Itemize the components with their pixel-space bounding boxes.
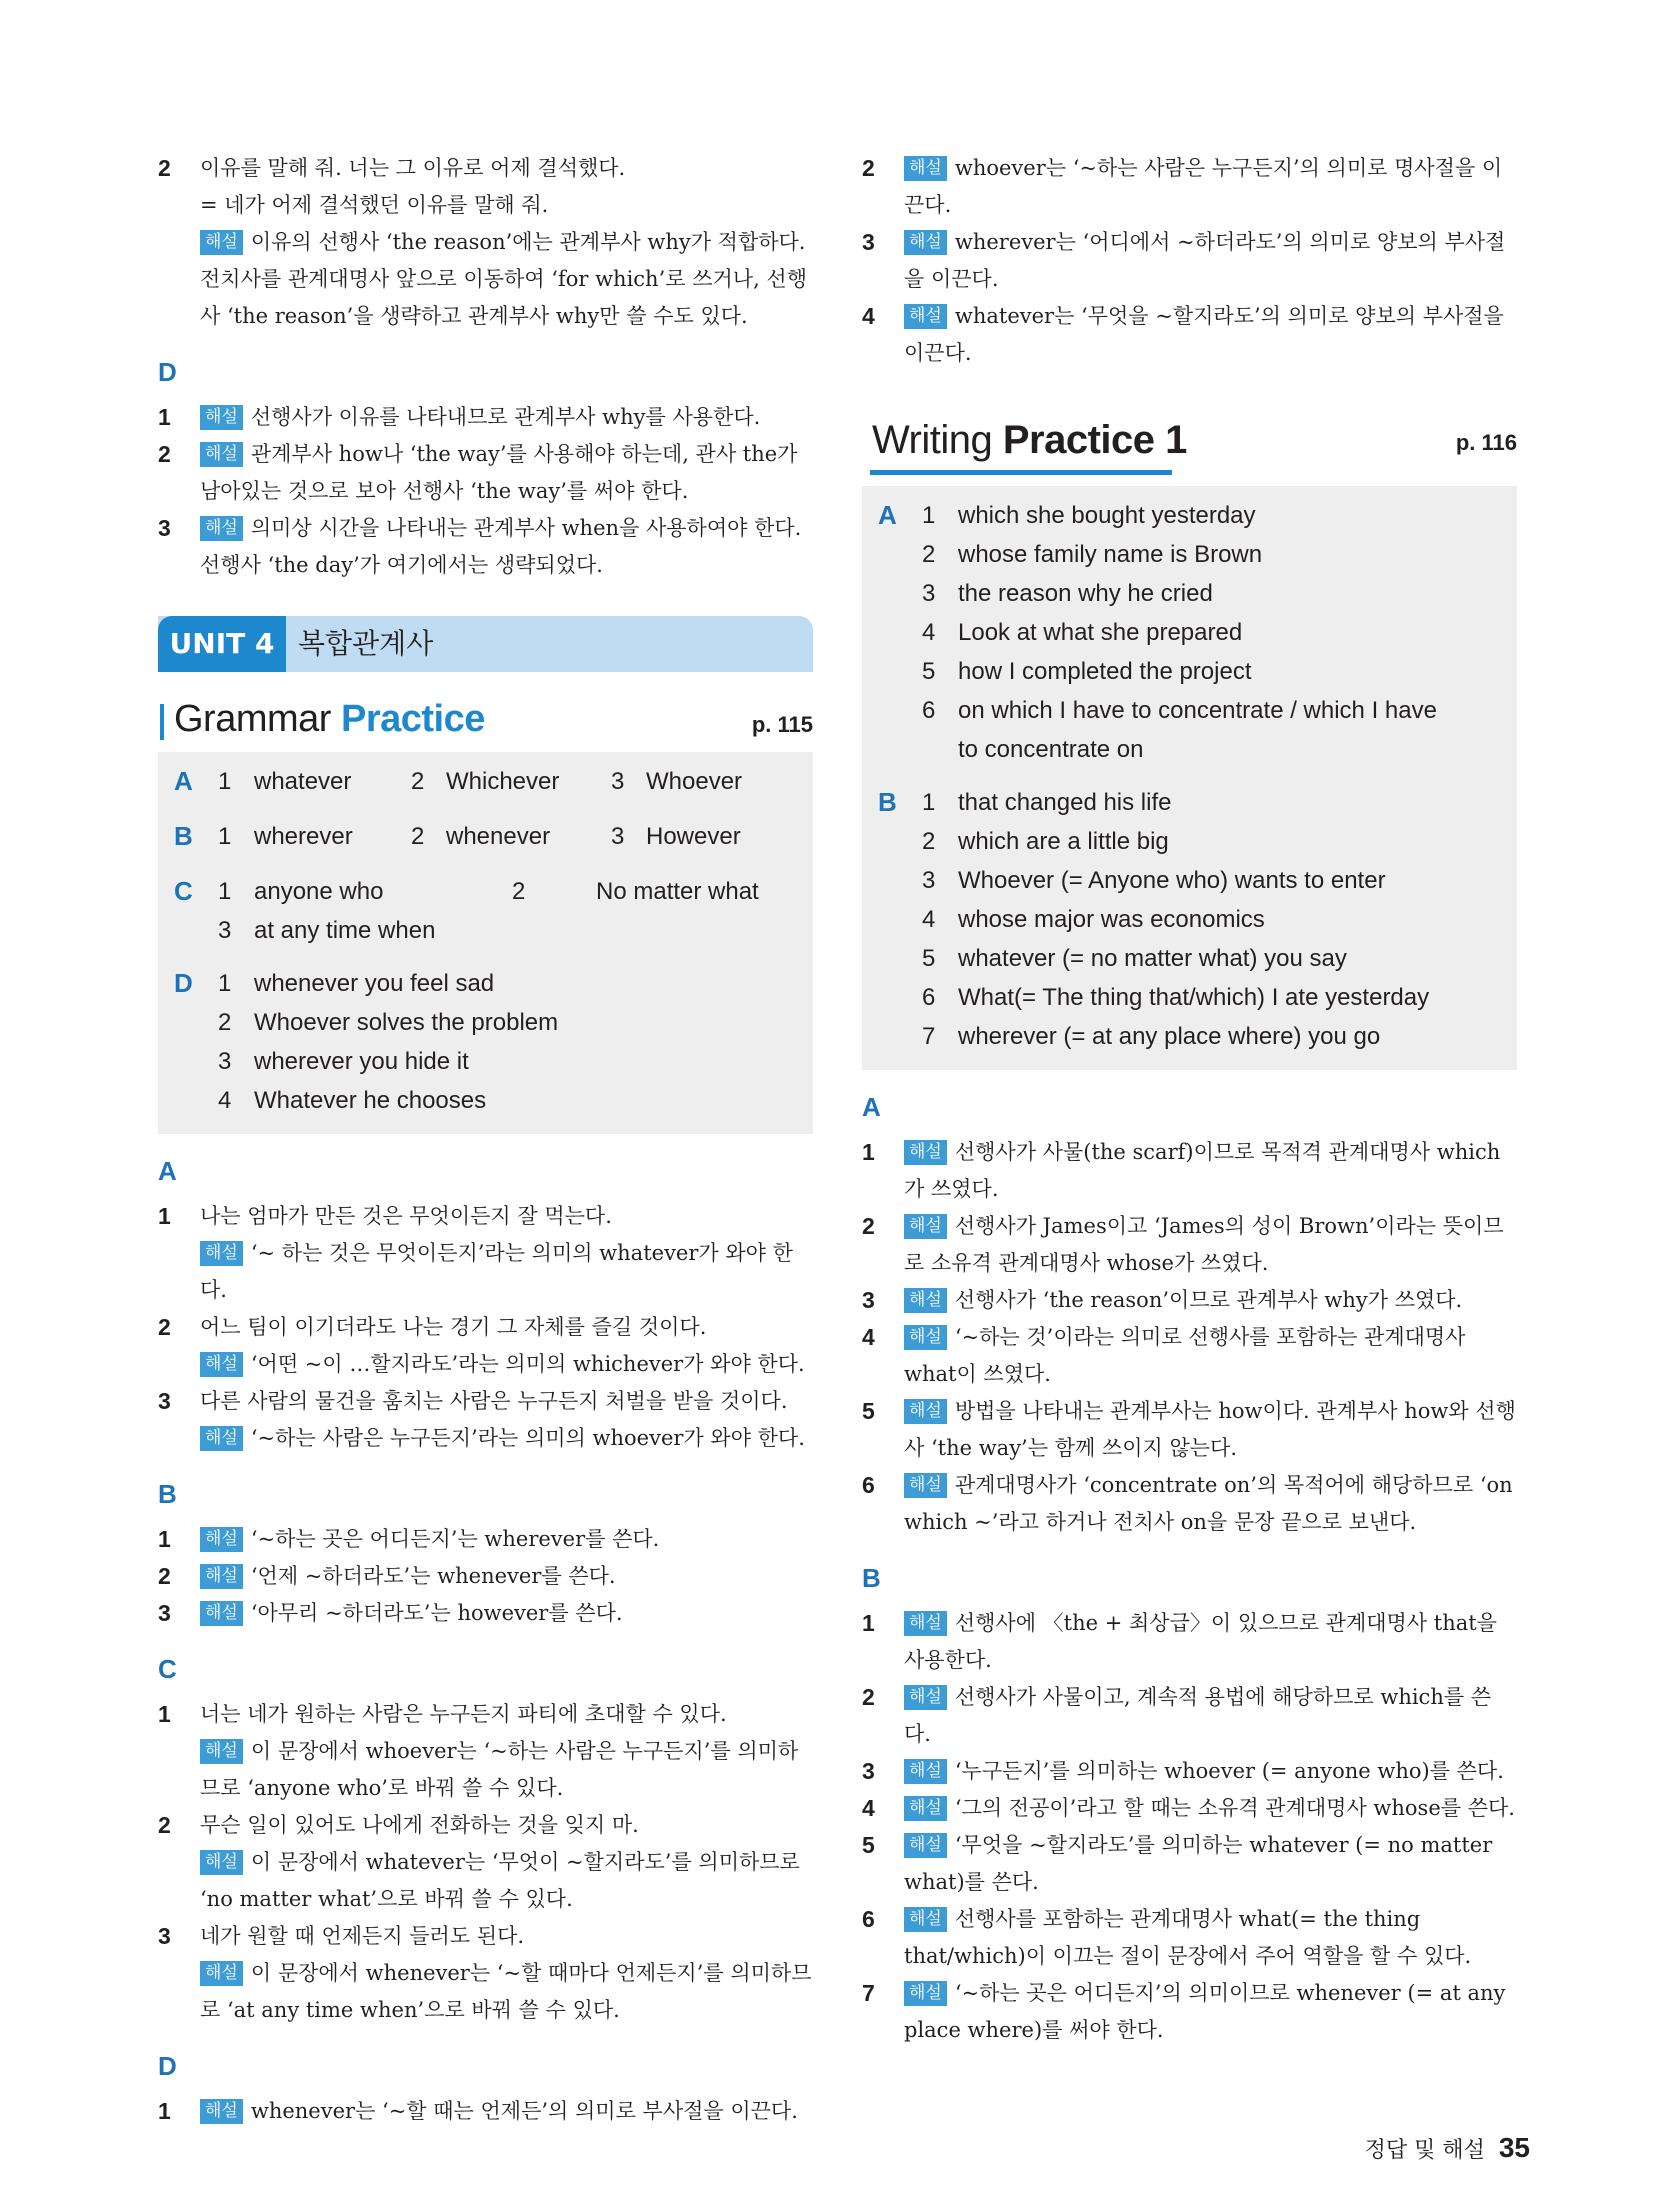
question-sentence: 무슨 일이 있어도 나에게 전화하는 것을 잊지 마.: [200, 1813, 639, 1837]
question-sentence: 어느 팀이 이기더라도 나는 경기 그 자체를 즐길 것이다.: [200, 1315, 707, 1339]
explanation-tag: 해설: [200, 1352, 243, 1377]
answer-item: [158, 510, 813, 584]
answer-text: wherever (= at any place where) you go: [958, 1023, 1381, 1050]
heading-title: Grammar Practice: [174, 698, 485, 740]
answer-text: Whoever solves the problem: [254, 1009, 559, 1036]
explanation-tag: 해설: [904, 230, 947, 255]
answer-item: 3 네가 원할 때 언제든지 들러도 된다. 해설 이 문장에서 whenever는 ‘~할 때마다 언제든지’를 의미하므로 ‘at any time when’으로 바꿔 쓸 수 있다.: [158, 1918, 813, 2029]
section-letter: A: [174, 766, 193, 796]
answer-text: how I completed the project: [958, 658, 1252, 685]
section-letter: B: [174, 821, 193, 851]
explanation-tag: 해설: [904, 156, 947, 181]
section-letter: D: [158, 2051, 177, 2081]
explanation-tag: 해설: [200, 2099, 243, 2124]
answer-text: whatever (= no matter what) you say: [958, 945, 1347, 972]
item-number: 3: [158, 515, 171, 541]
answer-text: at any time when: [254, 917, 436, 944]
explanation-tag: 해설: [200, 1564, 243, 1589]
explanation-text: ‘언제 ~하더라도’는 whenever를 쓴다.: [250, 1564, 616, 1588]
answer-item: 2 해설 선행사가 사물이고, 계속적 용법에 해당하므로 which를 쓴다.: [862, 1684, 1492, 1746]
explanation-tag: 해설: [904, 1140, 947, 1165]
explanation-text: 선행사가 James이고 ‘James의 성이 Brown’이라는 뜻이므로 소유격 관계대명사 whose가 쓰였다.: [904, 1214, 1504, 1275]
answer-text: Whichever: [446, 768, 560, 795]
answer-text: that changed his life: [958, 789, 1172, 816]
explanation-tag: 해설: [904, 1325, 947, 1350]
answer-row-a: A 1 which she bought yesterday: [878, 496, 1501, 535]
explanation-text: ‘~하는 곳은 어디든지’의 의미이므로 whenever (= at any place where)를 써야 한다.: [904, 1981, 1506, 2042]
answer-item: 4 해설 ‘그의 전공이’라고 할 때는 소유격 관계대명사 whose를 쓴다.: [862, 1795, 1515, 1821]
item-number: 2: [158, 155, 171, 181]
explanation-tag: 해설: [200, 405, 243, 430]
answer-text: whose family name is Brown: [958, 541, 1263, 568]
left-column: [158, 150, 813, 2130]
right-column: [862, 150, 1517, 2049]
question-sentence: 나는 엄마가 만든 것은 무엇이든지 잘 먹는다.: [200, 1204, 612, 1228]
answer-text: Whoever: [646, 768, 743, 795]
grammar-practice-heading: [158, 690, 813, 752]
heading-title: Writing Practice 1: [872, 418, 1187, 462]
unit-number: UNIT 4: [158, 616, 286, 672]
answer-row-b: B 1 wherever 2 whenever 3 However: [174, 817, 797, 856]
answer-item: [158, 150, 813, 335]
heading-underline: [870, 470, 1172, 475]
answer-text: Whoever (= Anyone who) wants to enter: [958, 867, 1386, 894]
explanation-text: ‘어떤 ~이 …할지라도’라는 의미의 whichever가 와야 한다.: [250, 1352, 805, 1376]
explanation-tag: 해설: [904, 1796, 947, 1821]
explanation-tag: 해설: [200, 1850, 243, 1875]
explanation-text: 방법을 나타내는 관계부사는 how이다. 관계부사 how와 선행사 ‘the way’는 함께 쓰이지 않는다.: [904, 1399, 1516, 1460]
explanation-text: 선행사가 사물이고, 계속적 용법에 해당하므로 which를 쓴다.: [904, 1685, 1492, 1746]
explanation-text: 선행사를 포함하는 관계대명사 what(= the thing that/which)이 이끄는 절이 문장에서 주어 역할을 할 수 있다.: [904, 1907, 1472, 1968]
explanation-text: 이유의 선행사 ‘the reason’에는 관계부사 why가 적합하다. 전치사를 관계대명사 앞으로 이동하여 ‘for which’로 쓰거나, 선행사 ‘the reason’을 생략하고 관계부사 why만 쓸 수도 있다.: [200, 230, 807, 328]
answer-item: 2 해설 whoever는 ‘~하는 사람은 누구든지’의 의미로 명사절을 이끈다.: [862, 155, 1503, 217]
explanation-tag: 해설: [904, 1907, 947, 1932]
answer-item: 4 해설 ‘~하는 것’이라는 의미로 선행사를 포함하는 관계대명사 what이 쓰였다.: [862, 1324, 1466, 1386]
answer-text: to concentrate on: [958, 736, 1144, 763]
answer-item: 2 무슨 일이 있어도 나에게 전화하는 것을 잊지 마. 해설 이 문장에서 whatever는 ‘무엇이 ~할지라도’를 의미하므로 ‘no matter what’으로 바꿔 쓸 수 있다.: [158, 1807, 813, 1918]
question-sentence: 네가 원할 때 언제든지 들러도 된다.: [200, 1924, 525, 1948]
explanation-tag: 해설: [904, 1214, 947, 1239]
section-letter: D: [158, 357, 177, 387]
section-letter: A: [158, 1156, 177, 1186]
answer-item: 1 해설 ‘~하는 곳은 어디든지’는 wherever를 쓴다.: [158, 1526, 660, 1552]
answer-item: 1 나는 엄마가 만든 것은 무엇이든지 잘 먹는다. 해설 ‘~ 하는 것은 무엇이든지’라는 의미의 whatever가 와야 한다.: [158, 1198, 813, 1309]
answer-item: 3 해설 선행사가 ‘the reason’이므로 관계부사 why가 쓰였다.: [862, 1287, 1463, 1313]
answer-item: 1 해설 선행사가 사물(the scarf)이므로 목적격 관계대명사 which가 쓰였다.: [862, 1139, 1501, 1201]
answer-item: 3 다른 사람의 물건을 훔치는 사람은 누구든지 처벌을 받을 것이다. 해설 ‘~하는 사람은 누구든지’라는 의미의 whoever가 와야 한다.: [158, 1383, 813, 1457]
answer-text: whatever: [254, 768, 352, 795]
answer-text: whenever: [446, 823, 551, 850]
explanation-tag: 해설: [200, 1739, 243, 1764]
page-reference: p. 116: [1455, 430, 1517, 455]
answer-row-a: A 1 whatever 2 Whichever 3 Whoever: [174, 762, 797, 801]
answer-text: However: [646, 823, 741, 850]
explanation-text: 관계부사 how나 ‘the way’를 사용해야 하는데, 관사 the가 남아있는 것으로 보아 선행사 ‘the way’를 써야 한다.: [200, 442, 798, 503]
answer-item: 3 해설 wherever는 ‘어디에서 ~하더라도’의 의미로 양보의 부사절을 이끈다.: [862, 229, 1506, 291]
answer-text: whenever you feel sad: [254, 970, 495, 997]
question-sentence: 너는 네가 원하는 사람은 누구든지 파티에 초대할 수 있다.: [200, 1702, 727, 1726]
answer-row-d: D 1 whenever you feel sad: [174, 964, 797, 1003]
unit-header: [158, 616, 813, 672]
explanation-tag: 해설: [904, 1288, 947, 1313]
answer-item: 6 해설 관계대명사가 ‘concentrate on’의 목적어에 해당하므로 ‘on which ~’라고 하거나 전치사 on을 문장 끝으로 보낸다.: [862, 1472, 1513, 1534]
explanation-text: ‘누구든지’를 의미하는 whoever (= anyone who)를 쓴다.: [954, 1759, 1504, 1783]
section-letter: A: [878, 500, 897, 530]
explanation-tag: 해설: [904, 1833, 947, 1858]
explanation-text: 선행사가 사물(the scarf)이므로 목적격 관계대명사 which가 쓰였다.: [904, 1140, 1501, 1201]
page-number: 35: [1498, 2132, 1530, 2163]
answer-item: 3 해설 ‘아무리 ~하더라도’는 however를 쓴다.: [158, 1600, 623, 1626]
explanation-text: ‘~하는 것’이라는 의미로 선행사를 포함하는 관계대명사 what이 쓰였다.: [904, 1325, 1466, 1386]
answer-item: 5 해설 방법을 나타내는 관계부사는 how이다. 관계부사 how와 선행사 ‘the way’는 함께 쓰이지 않는다.: [862, 1398, 1516, 1460]
page-footer: [1365, 2132, 1530, 2164]
explanation-tag: 해설: [904, 1611, 947, 1636]
explanation-text: ‘~하는 사람은 누구든지’라는 의미의 whoever가 와야 한다.: [250, 1426, 805, 1450]
unit-title: 복합관계사: [298, 627, 434, 660]
explanation-text: 선행사가 ‘the reason’이므로 관계부사 why가 쓰였다.: [954, 1288, 1463, 1312]
answer-box: A 1 whatever 2 Whichever 3 Whoever B 1 wherever 2 whenever 3 However C 1 anyone who 2 No matter what 3 at any time when D 1 whenever you feel sad 2 Whoever solves the problem 3 wherever you hide it 4 Whatever he chooses: [158, 752, 813, 1134]
answer-text: wherever: [254, 823, 353, 850]
answer-text: whose major was economics: [958, 906, 1265, 933]
explanation-text: 선행사에 〈the + 최상급〉이 있으므로 관계대명사 that을 사용한다.: [904, 1611, 1497, 1672]
explanation-text: 의미상 시간을 나타내는 관계부사 when을 사용하여야 한다. 선행사 ‘the day’가 여기에서는 생략되었다.: [200, 516, 802, 577]
section-letter: A: [862, 1092, 881, 1122]
section-letter: B: [862, 1563, 881, 1593]
answer-text: which she bought yesterday: [958, 502, 1256, 529]
answer-item: 2 해설 ‘언제 ~하더라도’는 whenever를 쓴다.: [158, 1563, 616, 1589]
question-sentence: 다른 사람의 물건을 훔치는 사람은 누구든지 처벌을 받을 것이다.: [200, 1389, 788, 1413]
explanation-text: whenever는 ‘~할 때는 언제든’의 의미로 부사절을 이끈다.: [250, 2099, 798, 2123]
explanation: [200, 224, 813, 335]
answer-text: wherever you hide it: [254, 1048, 469, 1075]
answer-text: No matter what: [596, 878, 759, 905]
answer-text: which are a little big: [958, 828, 1169, 855]
answer-text: anyone who: [254, 878, 384, 905]
answer-item: 7 해설 ‘~하는 곳은 어디든지’의 의미이므로 whenever (= at any place where)를 써야 한다.: [862, 1980, 1506, 2042]
answer-item: [158, 399, 813, 436]
explanation-text: 이 문장에서 whenever는 ‘~할 때마다 언제든지’를 의미하므로 ‘at any time when’으로 바꿔 쓸 수 있다.: [200, 1961, 812, 2022]
item-number: 2: [158, 441, 171, 467]
explanation-tag: 해설: [200, 1241, 243, 1266]
explanation-text: 이 문장에서 whoever는 ‘~하는 사람은 누구든지’를 의미하므로 ‘anyone who’로 바꿔 쓸 수 있다.: [200, 1739, 799, 1800]
answer-item: 2 해설 선행사가 James이고 ‘James의 성이 Brown’이라는 뜻이므로 소유격 관계대명사 whose가 쓰였다.: [862, 1213, 1504, 1275]
explanation-text: ‘~하는 곳은 어디든지’는 wherever를 쓴다.: [250, 1527, 660, 1551]
answer-text: What(= The thing that/which) I ate yesterday: [958, 984, 1430, 1011]
explanation-text: ‘그의 전공이’라고 할 때는 소유격 관계대명사 whose를 쓴다.: [954, 1796, 1515, 1820]
page-reference: p. 115: [751, 712, 813, 737]
section-letter: B: [878, 787, 897, 817]
explanation-tag: 해설: [904, 1685, 947, 1710]
explanation-text: wherever는 ‘어디에서 ~하더라도’의 의미로 양보의 부사절을 이끈다.: [904, 230, 1506, 291]
writing-practice-heading: [862, 414, 1517, 480]
answer-item: 4 해설 whatever는 ‘무엇을 ~할지라도’의 의미로 양보의 부사절을 이끈다.: [862, 303, 1504, 365]
footer-label: 정답 및 해설: [1364, 2138, 1485, 2163]
explanation-text: 관계대명사가 ‘concentrate on’의 목적어에 해당하므로 ‘on which ~’라고 하거나 전치사 on을 문장 끝으로 보낸다.: [904, 1473, 1513, 1534]
explanation-tag: 해설: [200, 442, 243, 467]
section-letter: C: [174, 876, 193, 906]
explanation-tag: 해설: [200, 230, 243, 255]
explanation-tag: 해설: [200, 1961, 243, 1986]
explanation-tag: 해설: [200, 1426, 243, 1451]
question-sentence: 이유를 말해 줘. 너는 그 이유로 어제 결석했다.: [200, 156, 626, 180]
item-number: 1: [158, 404, 171, 430]
answer-box: A 1 which she bought yesterday 2 whose family name is Brown 3 the reason why he cried 4 Look at what she prepared 5 how I completed the project 6 on which I have to concentrate / which I have to concentrate on B 1 that changed his life 2 which are a little big 3 Whoever (= Anyone who) wants to enter 4 whose major was economics 5 whatever (= no matter what) you say 6 What(= The thing that/which) I ate yesterday 7 wherever (= at any place where) you go: [862, 486, 1517, 1070]
explanation-text: ‘~ 하는 것은 무엇이든지’라는 의미의 whatever가 와야 한다.: [200, 1241, 793, 1302]
answer-row-c-cont: 3 at any time when: [174, 911, 797, 950]
question-sentence: = 네가 어제 결석했던 이유를 말해 줘.: [200, 193, 549, 217]
explanation-text: whoever는 ‘~하는 사람은 누구든지’의 의미로 명사절을 이끈다.: [904, 156, 1503, 217]
explanation-text: 이 문장에서 whatever는 ‘무엇이 ~할지라도’를 의미하므로 ‘no matter what’으로 바꿔 쓸 수 있다.: [200, 1850, 800, 1911]
answer-row-b: B 1 that changed his life: [878, 783, 1501, 822]
explanation-tag: 해설: [200, 1601, 243, 1626]
answer-item: 6 해설 선행사를 포함하는 관계대명사 what(= the thing that/which)이 이끄는 절이 문장에서 주어 역할을 할 수 있다.: [862, 1906, 1472, 1968]
explanation-tag: 해설: [904, 1981, 947, 2006]
explanation-tag: 해설: [904, 1473, 947, 1498]
explanation-tag: 해설: [904, 304, 947, 329]
explanation-text: ‘무엇을 ~할지라도’를 의미하는 whatever (= no matter what)를 쓴다.: [904, 1833, 1493, 1894]
answer-item: 3 해설 ‘누구든지’를 의미하는 whoever (= anyone who)를 쓴다.: [862, 1758, 1504, 1784]
explanation-text: whatever는 ‘무엇을 ~할지라도’의 의미로 양보의 부사절을 이끈다.: [904, 304, 1504, 365]
explanation-text: ‘아무리 ~하더라도’는 however를 쓴다.: [250, 1601, 623, 1625]
answer-row-c: C 1 anyone who 2 No matter what: [174, 872, 797, 911]
section-letter: B: [158, 1479, 177, 1509]
explanation-tag: 해설: [904, 1399, 947, 1424]
answer-text: the reason why he cried: [958, 580, 1213, 607]
answer-item: [158, 436, 813, 510]
section-letter: C: [158, 1654, 177, 1684]
answer-text: on which I have to concentrate / which I have: [958, 697, 1437, 724]
answer-text: Whatever he chooses: [254, 1087, 487, 1114]
heading-bar: [160, 704, 164, 740]
answer-text: Look at what she prepared: [958, 619, 1243, 646]
answer-item: 1 해설 선행사에 〈the + 최상급〉이 있으므로 관계대명사 that을 사용한다.: [862, 1610, 1497, 1672]
section-letter: D: [174, 968, 193, 998]
answer-item: 1 너는 네가 원하는 사람은 누구든지 파티에 초대할 수 있다. 해설 이 문장에서 whoever는 ‘~하는 사람은 누구든지’를 의미하므로 ‘anyone who’로 바꿔 쓸 수 있다.: [158, 1696, 813, 1807]
answer-item: 1 해설 whenever는 ‘~할 때는 언제든’의 의미로 부사절을 이끈다.: [158, 2098, 798, 2124]
answer-item: 2 어느 팀이 이기더라도 나는 경기 그 자체를 즐길 것이다. 해설 ‘어떤 ~이 …할지라도’라는 의미의 whichever가 와야 한다.: [158, 1309, 813, 1383]
explanation-text: 선행사가 이유를 나타내므로 관계부사 why를 사용한다.: [250, 405, 761, 429]
explanation-tag: 해설: [200, 1527, 243, 1552]
explanation-tag: 해설: [904, 1759, 947, 1784]
answer-item: 5 해설 ‘무엇을 ~할지라도’를 의미하는 whatever (= no matter what)를 쓴다.: [862, 1832, 1493, 1894]
explanation-tag: 해설: [200, 516, 243, 541]
